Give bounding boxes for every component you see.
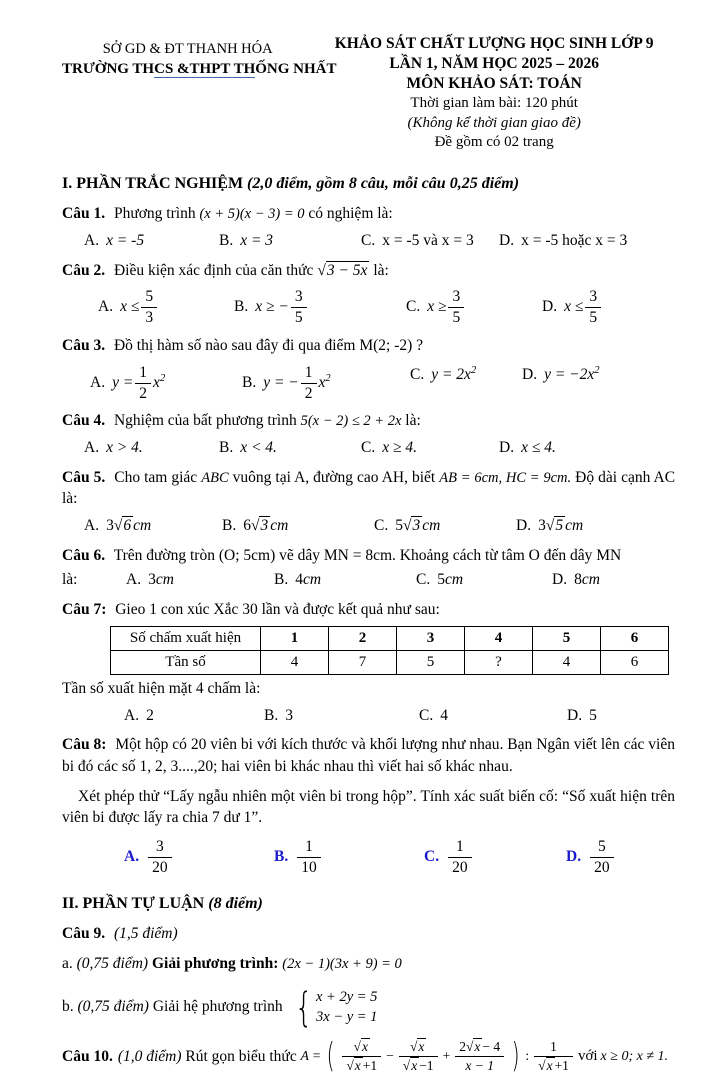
open-paren: ( [326, 1035, 335, 1076]
option-b: B. y = − $\frac{1}{2}$ $x^2$ [242, 363, 331, 402]
option-b: B. x = 3 [219, 232, 274, 249]
option-b: B. 4cm [274, 571, 322, 589]
question-9b-points: (0,75 điểm) [77, 998, 149, 1016]
exam-subject: MÔN KHẢO SÁT: TOÁN [406, 75, 582, 93]
fraction: $\frac{1}{10}$ [297, 838, 321, 877]
question-10-condition: x ≥ 0; x ≠ 1. [600, 1048, 669, 1064]
table-cell: Tần số [111, 650, 261, 674]
question-6-lead: là: [62, 571, 78, 589]
option-a: A. x = -5 [84, 232, 145, 249]
question-8-label: Câu 8: [62, 736, 107, 754]
operator: − [386, 1048, 394, 1064]
sqrt-radical: √x [409, 1039, 425, 1055]
fraction: $\frac{5}{20}$ [590, 838, 614, 877]
question-2-label: Câu 2. [62, 261, 106, 279]
option-c: C. 5√3 cm [374, 517, 441, 535]
section-2-points-note: (8 điểm) [208, 894, 263, 912]
option-c: C. 5cm [416, 571, 464, 589]
section-1-heading: I. PHẦN TRẮC NGHIỆM (2,0 điểm, gồm 8 câu, mỗi câu 0,25 điểm) [62, 174, 520, 192]
fraction: $\frac{√x}{√x -1}$ [399, 1039, 438, 1073]
table-cell: 6 [601, 650, 669, 674]
option-c: C. x = -5 và x = 3 [361, 232, 474, 249]
exam-title: KHẢO SÁT CHẤT LƯỢNG HỌC SINH LỚP 9 [334, 35, 654, 52]
option-d: D. x ≤ $\frac{3}{5}$ [542, 288, 675, 327]
table-header-row [111, 626, 669, 650]
operator: + [442, 1048, 451, 1064]
sqrt-radical: √x [353, 1039, 368, 1055]
division-colon: : [525, 1048, 530, 1064]
question-10-label: Câu 10. [62, 1047, 113, 1065]
option-c: C. x ≥ 4. [361, 439, 417, 456]
sqrt-radical: √3 [402, 517, 421, 535]
table-cell: 5 [397, 650, 465, 674]
question-9a-points: (0,75 điểm) [76, 954, 149, 972]
question-8-paragraph-2: Xét phép thử “Lấy ngẫu nhiên một viên bi trong hộp”. Tính xác suất biến cố: “Số xuất hiện trên viên bi được lấy ra chia 7 dư 1”. [62, 787, 675, 827]
question-4-label: Câu 4. [62, 412, 106, 430]
option-b: B. x ≥ − $\frac{3}{5}$ [234, 288, 406, 327]
exam-page-count: Đề gồm có 02 trang [434, 134, 554, 151]
question-4-options [62, 437, 675, 459]
question-7: Câu 7: Gieo 1 con xúc Xắc 30 lần và được kết quả như sau: [62, 601, 440, 619]
question-8: Câu 8: Một hộp có 20 viên bi với kích thước và khối lượng như nhau. Bạn Ngân viết lên các viên bi đó các số 1, 2, 3....,20; hai viên bi khác nhau thì viết hai số khác nhau. [62, 736, 675, 775]
question-9-label: Câu 9. [62, 924, 106, 942]
question-5-label: Câu 5. [62, 468, 106, 486]
table-header-cell: 4 [465, 626, 533, 650]
option-d: D. 3√5 cm [516, 517, 584, 535]
question-3: Câu 3. Đồ thị hàm số nào sau đây đi qua điểm M(2; -2) ? [62, 337, 424, 354]
question-6: Câu 6. Trên đường tròn (O; 5cm) vẽ dây MN = 8cm. Khoảng cách từ tâm O đến dây MN [62, 546, 622, 564]
option-b: B. 3 [264, 706, 293, 724]
fraction: $\frac{3}{20}$ [148, 838, 172, 877]
table-cell: 7 [329, 650, 397, 674]
option-a: A. 3cm [126, 571, 174, 589]
sqrt-radical: √x [538, 1057, 553, 1073]
section-1-points-note: (2,0 điểm, gồm 8 câu, mỗi câu 0,25 điểm) [247, 174, 520, 192]
sqrt-radical: √3 [250, 517, 269, 535]
table-header-cell: 2 [329, 626, 397, 650]
exam-duration: Thời gian làm bài: 120 phút [410, 95, 578, 112]
fraction: $\frac{5}{3}$ [141, 288, 157, 327]
question-3-label: Câu 3. [62, 337, 106, 354]
option-a: A. x > 4. [84, 439, 143, 456]
option-d: D. x = -5 hoặc x = 3 [499, 232, 628, 249]
sqrt-radical: √x [465, 1039, 481, 1055]
question-8-options [62, 838, 675, 877]
question-6-label: Câu 6. [62, 546, 106, 564]
question-3-options [62, 364, 675, 403]
school-name-underlined: CS &THPT TH [154, 61, 256, 78]
option-d: D. $y = -2x^2$ [522, 364, 600, 383]
question-1-label: Câu 1. [62, 205, 106, 223]
table-header-cell: 5 [533, 626, 601, 650]
question-5-options [62, 515, 675, 537]
fraction: $\frac{2√x - 4}{x - 1}$ [455, 1039, 504, 1073]
fraction: $\frac{3}{5}$ [291, 288, 307, 327]
exam-title-block [313, 34, 675, 153]
fraction: $\frac{√x}{√x +1}$ [342, 1039, 381, 1073]
system-equation-1: x + 2y = 5 [315, 989, 378, 1006]
option-b: B. $\frac{1}{10}$ [274, 838, 424, 877]
option-c: C. 4 [419, 706, 448, 724]
school-name: TRƯỜNG THCS &THPT THỐNG NHẤT [62, 61, 337, 78]
option-a: A. $\frac{3}{20}$ [124, 838, 274, 877]
fraction: $\frac{1}{20}$ [448, 838, 472, 877]
table-header-cell: Số chấm xuất hiện [111, 626, 261, 650]
department-name: SỞ GD & ĐT THANH HÓA [102, 41, 273, 57]
option-c: C. $\frac{1}{20}$ [424, 838, 566, 877]
option-d: D. 5 [567, 706, 597, 724]
document-header [62, 34, 675, 153]
question-9a: a. (0,75 điểm) Giải phương trình: (2x − 1)(3x + 9) = 0 [62, 954, 402, 972]
exam-duration-note: (Không kể thời gian giao đề) [407, 114, 581, 131]
table-cell: 4 [533, 650, 601, 674]
question-10: Câu 10. (1,0 điểm) Rút gọn biểu thức A = ( $\frac{√x}{√x +1}$ − $\frac{√x}{√x -1}$ + $\frac{2√x - 4}{x - 1}$ ) : $\frac{1}{√x +1}$ với x ≥ 0; x ≠ 1. [62, 1035, 669, 1076]
question-7-question: Tần số xuất hiện mặt 4 chấm là: [62, 679, 261, 697]
table-data-row [111, 650, 669, 674]
table-cell: ? [465, 650, 533, 674]
option-d: D. 8cm [552, 571, 600, 589]
fraction: $\frac{1}{2}$ [135, 364, 151, 403]
option-b: B. 6√3 cm [222, 517, 289, 535]
option-d: D. x ≤ 4. [499, 439, 556, 456]
question-6-options [126, 569, 675, 591]
sqrt-radical: √5 [545, 517, 564, 535]
question-6-options-row [62, 569, 675, 591]
question-1-formula: (x + 5)(x − 3) = 0 [199, 206, 305, 223]
exam-round-year: LẦN 1, NĂM HỌC 2025 – 2026 [389, 55, 599, 73]
question-1: Câu 1. Phương trình (x + 5)(x − 3) = 0 có nghiệm là: [62, 205, 393, 223]
option-a: A. x ≤ $\frac{5}{3}$ [98, 288, 234, 327]
question-5-given: AB = 6cm, HC = 9cm. [439, 469, 572, 486]
frequency-table [110, 626, 669, 675]
question-9-points: (1,5 điểm) [113, 924, 178, 942]
fraction: $\frac{1}{√x +1}$ [534, 1039, 573, 1073]
question-7-options [62, 705, 675, 727]
table-header-cell: 3 [397, 626, 465, 650]
sqrt-radical: √x [402, 1057, 418, 1073]
sqrt-radical: √6 [113, 517, 132, 535]
table-header-cell: 6 [601, 626, 669, 650]
table-header-cell: 1 [261, 626, 329, 650]
sqrt-radical: √3 − 5x [317, 261, 368, 279]
question-10-expression: A = ( $\frac{√x}{√x +1}$ − $\frac{√x}{√x -1}$ + $\frac{2√x - 4}{x - 1}$ ) : $\frac{1}{√x +1}$ với x ≥ 0; x ≠ 1. [300, 1035, 669, 1076]
option-c: C. x ≥ $\frac{3}{5}$ [406, 288, 542, 327]
system-equation-2: 3x − y = 1 [315, 1008, 378, 1025]
option-d: D. $\frac{5}{20}$ [566, 838, 675, 877]
section-2-heading: II. PHẦN TỰ LUẬN (8 điểm) [62, 894, 263, 912]
question-10-points: (1,0 điểm) [117, 1047, 182, 1065]
fraction: $\frac{3}{5}$ [585, 288, 601, 327]
question-7-label: Câu 7: [62, 601, 107, 619]
option-a: A. y = $\frac{1}{2}$ $x^2$ [90, 363, 166, 402]
question-9 [62, 923, 675, 945]
question-5: Câu 5. Cho tam giác ABC vuông tại A, đường cao AH, biết AB = 6cm, HC = 9cm. Độ dài cạnh AC là: [62, 468, 676, 508]
question-9b: b. (0,75 điểm) Giải hệ phương trình { x + 2y = 5 3x − y = 1 [62, 984, 378, 1031]
option-c: C. $y = 2x^2$ [410, 364, 477, 383]
fraction: $\frac{1}{2}$ [301, 364, 317, 403]
close-paren: ) [511, 1035, 520, 1076]
question-9a-formula: (2x − 1)(3x + 9) = 0 [282, 955, 402, 972]
option-a: A. 3√6 cm [84, 517, 152, 535]
issuing-authority-block [62, 34, 337, 153]
equation-system [291, 984, 378, 1031]
option-b: B. x < 4. [219, 439, 277, 456]
question-4: Câu 4. Nghiệm của bất phương trình 5(x − 2) ≤ 2 + 2x là: [62, 412, 421, 430]
sqrt-radical: √x [346, 1057, 361, 1073]
fraction: $\frac{3}{5}$ [448, 288, 464, 327]
question-2: Câu 2. Điều kiện xác định của căn thức √3 − 5x là: [62, 261, 389, 279]
question-2-options [62, 288, 675, 327]
system-brace: { [294, 984, 313, 1031]
option-a: A. 2 [124, 706, 154, 724]
question-4-formula: 5(x − 2) ≤ 2 + 2x [300, 413, 402, 430]
table-cell: 4 [261, 650, 329, 674]
question-1-options [62, 230, 675, 252]
